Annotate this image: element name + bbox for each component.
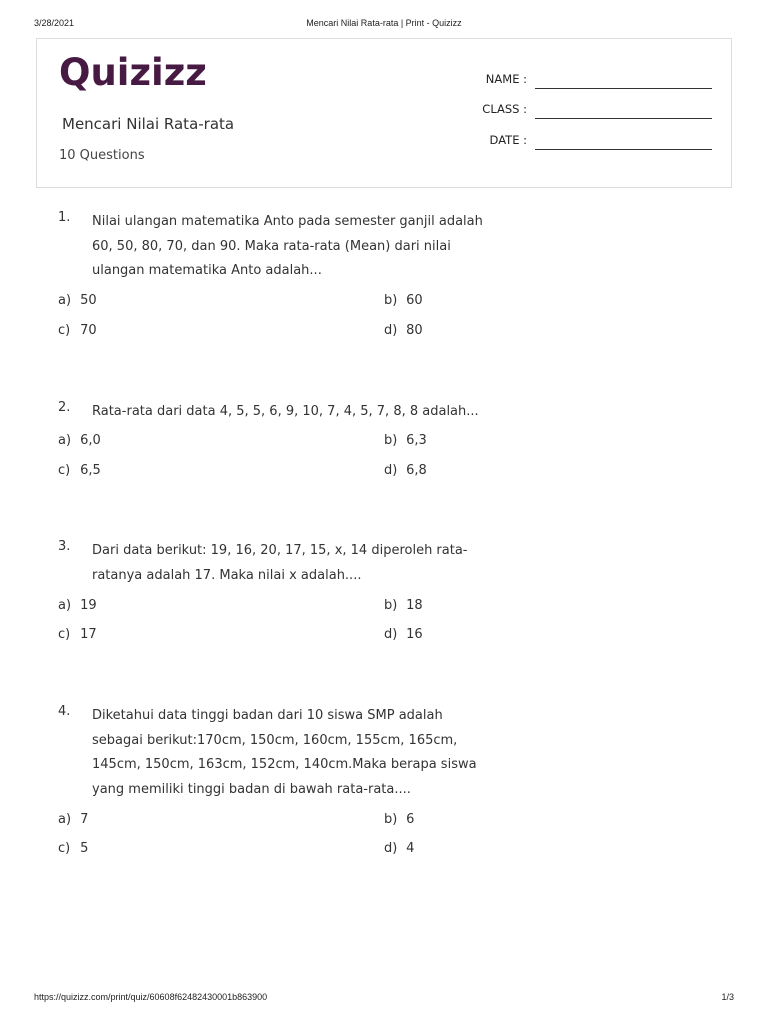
option-b: b) 6 bbox=[384, 812, 415, 827]
print-title: Mencari Nilai Rata-rata | Print - Quizizz bbox=[306, 18, 462, 28]
date-line bbox=[535, 149, 712, 150]
date-label: DATE : bbox=[489, 133, 527, 147]
option-a: a) 7 bbox=[58, 812, 89, 827]
option-d: d) 4 bbox=[384, 841, 415, 856]
class-field bbox=[467, 99, 711, 119]
question-text: Rata-rata dari data 4, 5, 5, 6, 9, 10, 7, 4, 5, 7, 8, 8 adalah... bbox=[92, 404, 479, 419]
question-number: 2. bbox=[58, 400, 71, 415]
option-a: a) 19 bbox=[58, 598, 97, 613]
option-d: d) 6,8 bbox=[384, 463, 427, 478]
option-b: b) 60 bbox=[384, 293, 423, 308]
question-text: Diketahui data tinggi badan dari 10 siswa SMP adalah sebagai berikut:170cm, 150cm, 160cm, 155cm, 165cm, 145cm, 150cm, 163cm, 152cm, 140cm.Maka berapa siswa yang memiliki tinggi badan di bawah rata-rata.... bbox=[92, 708, 477, 797]
class-line bbox=[535, 118, 712, 119]
option-a: a) 6,0 bbox=[58, 433, 101, 448]
option-a: a) 50 bbox=[58, 293, 97, 308]
option-c: c) 17 bbox=[58, 627, 97, 642]
question-number: 4. bbox=[58, 704, 71, 719]
print-footer bbox=[34, 992, 734, 1006]
question-text: Dari data berikut: 19, 16, 20, 17, 15, x, 14 diperoleh rata-ratanya adalah 17. Maka nilai x adalah.... bbox=[92, 543, 468, 583]
page-number: 1/3 bbox=[721, 992, 734, 1002]
question-count: 10 Questions bbox=[59, 148, 145, 163]
option-d: d) 16 bbox=[384, 627, 423, 642]
quiz-header bbox=[36, 38, 732, 188]
option-b: b) 6,3 bbox=[384, 433, 427, 448]
option-c: c) 6,5 bbox=[58, 463, 101, 478]
name-label: NAME : bbox=[485, 72, 527, 86]
quizizz-logo: Quizizz bbox=[59, 51, 207, 94]
print-date: 3/28/2021 bbox=[34, 18, 75, 28]
print-header bbox=[34, 18, 734, 32]
option-d: d) 80 bbox=[384, 323, 423, 338]
class-label: CLASS : bbox=[482, 102, 527, 116]
quiz-title: Mencari Nilai Rata-rata bbox=[62, 115, 235, 133]
option-b: b) 18 bbox=[384, 598, 423, 613]
question-text: Nilai ulangan matematika Anto pada semester ganjil adalah 60, 50, 80, 70, dan 90. Maka rata-rata (Mean) dari nilai ulangan matematika Anto adalah... bbox=[92, 214, 483, 278]
date-field bbox=[467, 130, 711, 150]
name-line bbox=[535, 88, 712, 89]
question-number: 3. bbox=[58, 539, 71, 554]
name-field bbox=[467, 69, 711, 89]
option-c: c) 5 bbox=[58, 841, 89, 856]
page-url: https://quizizz.com/print/quiz/60608f62482430001b863900 bbox=[34, 992, 268, 1002]
question-number: 1. bbox=[58, 210, 71, 225]
option-c: c) 70 bbox=[58, 323, 97, 338]
